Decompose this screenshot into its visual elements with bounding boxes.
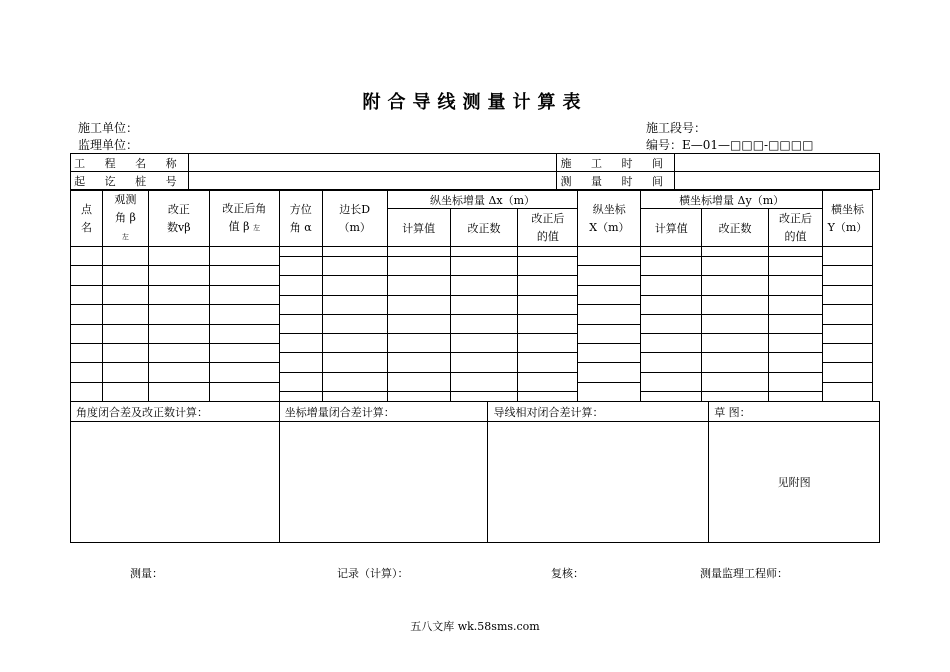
blank-cell[interactable] [769, 373, 822, 392]
blank-cell[interactable] [388, 315, 450, 334]
blank-cell[interactable] [823, 247, 872, 266]
blank-cell[interactable] [323, 296, 387, 315]
col-corrected-angle: 改正后角值 β 左 [209, 191, 279, 247]
project-name-label: 工 程 名 称 [71, 154, 189, 172]
dy-correction-cells[interactable] [702, 247, 769, 402]
blank-cell[interactable] [769, 334, 822, 353]
blank-cell[interactable] [769, 353, 822, 372]
col-y-coordinate: 横坐标Y（m） [822, 191, 872, 247]
record-signature-label: 记录（计算）： [337, 567, 409, 580]
closure-calculation-table [70, 401, 880, 543]
blank-cell[interactable] [103, 305, 148, 324]
info-row-2 [71, 172, 880, 190]
blank-cell[interactable] [641, 392, 701, 401]
blank-cell[interactable] [518, 373, 577, 392]
blank-cell[interactable] [71, 286, 102, 305]
blank-cell[interactable] [388, 296, 450, 315]
stake-range-value[interactable] [188, 172, 557, 190]
blank-cell[interactable] [823, 305, 872, 324]
coordinate-closure-label: 坐标增量闭合差计算： [279, 402, 488, 422]
blank-cell[interactable] [210, 383, 279, 401]
blank-cell[interactable] [149, 286, 209, 305]
sketch-label: 草 图： [709, 402, 880, 422]
dx-correction-cells[interactable] [450, 247, 518, 402]
sketch-note: 见附图 [777, 476, 811, 489]
side-length-cells[interactable] [322, 247, 387, 402]
blank-cell[interactable] [518, 296, 577, 315]
blank-cell[interactable] [323, 257, 387, 276]
blank-cell[interactable] [518, 392, 577, 401]
blank-cell[interactable] [280, 392, 322, 401]
supervisor-signature-label: 测量监理工程师： [700, 567, 788, 580]
construction-time-value[interactable] [675, 154, 880, 172]
col-point-name: 点名 [71, 191, 103, 247]
angle-closure-area[interactable] [71, 422, 280, 543]
point-name-cells[interactable] [71, 247, 103, 402]
serial-number-label: 编号：E—01—□□□-□□□□ [646, 138, 814, 152]
blank-cell[interactable] [451, 392, 518, 401]
col-dy-corrected: 改正后的值 [769, 209, 823, 247]
blank-cell[interactable] [578, 325, 640, 344]
blank-cell[interactable] [769, 392, 822, 401]
blank-cell[interactable] [103, 363, 148, 382]
blank-cell[interactable] [451, 334, 518, 353]
blank-cell[interactable] [518, 276, 577, 295]
blank-cell[interactable] [823, 363, 872, 382]
supervision-unit-label: 监理单位： [78, 138, 139, 152]
col-angle-correction: 改正数vβ [148, 191, 209, 247]
col-group-delta-x: 纵坐标增量 Δx（m） [387, 191, 578, 209]
col-dx-calculated: 计算值 [387, 209, 450, 247]
blank-cell[interactable] [388, 353, 450, 372]
blank-cell[interactable] [823, 344, 872, 363]
coordinate-closure-area[interactable] [279, 422, 488, 543]
blank-cell[interactable] [769, 315, 822, 334]
observed-angle-cells[interactable] [102, 247, 148, 402]
blank-cell[interactable] [280, 353, 322, 372]
blank-cell[interactable] [388, 334, 450, 353]
blank-cell[interactable] [641, 334, 701, 353]
blank-cell[interactable] [103, 344, 148, 363]
blank-cell[interactable] [823, 266, 872, 285]
blank-cell[interactable] [769, 296, 822, 315]
blank-cell[interactable] [103, 383, 148, 401]
blank-cell[interactable] [451, 247, 518, 257]
blank-cell[interactable] [518, 334, 577, 353]
blank-cell[interactable] [518, 315, 577, 334]
blank-cell[interactable] [518, 257, 577, 276]
blank-cell[interactable] [823, 383, 872, 401]
angle-closure-label: 角度闭合差及改正数计算： [71, 402, 280, 422]
blank-cell[interactable] [323, 247, 387, 257]
blank-cell[interactable] [323, 353, 387, 372]
page-title: 附合导线测量计算表 [362, 92, 588, 113]
col-dx-correction: 改正数 [450, 209, 518, 247]
blank-cell[interactable] [149, 305, 209, 324]
blank-cell[interactable] [149, 266, 209, 285]
review-signature-label: 复核： [551, 567, 584, 580]
blank-cell[interactable] [641, 276, 701, 295]
blank-cell[interactable] [280, 276, 322, 295]
blank-cell[interactable] [823, 325, 872, 344]
blank-cell[interactable] [280, 247, 322, 257]
blank-cell[interactable] [71, 363, 102, 382]
blank-cell[interactable] [578, 247, 640, 266]
col-observed-angle: 观测角 β 左 [102, 191, 148, 247]
blank-cell[interactable] [388, 392, 450, 401]
angle-correction-cells[interactable] [148, 247, 209, 402]
blank-cell[interactable] [451, 353, 518, 372]
blank-cell[interactable] [388, 276, 450, 295]
blank-cell[interactable] [702, 334, 768, 353]
blank-cell[interactable] [769, 276, 822, 295]
sketch-area[interactable] [709, 422, 880, 543]
dx-calculated-cells[interactable] [387, 247, 450, 402]
blank-cell[interactable] [210, 247, 279, 266]
blank-cell[interactable] [71, 325, 102, 344]
blank-cell[interactable] [823, 286, 872, 305]
stake-range-label: 起 讫 桩 号 [71, 172, 189, 190]
blank-cell[interactable] [769, 247, 822, 257]
footer-watermark: 五八文库 wk.58sms.com [410, 620, 540, 633]
blank-cell[interactable] [149, 363, 209, 382]
blank-cell[interactable] [71, 247, 102, 266]
project-name-value[interactable] [188, 154, 557, 172]
blank-cell[interactable] [323, 315, 387, 334]
construction-time-label: 施 工 时 间 [557, 154, 675, 172]
blank-cell[interactable] [641, 296, 701, 315]
dy-corrected-cells[interactable] [769, 247, 823, 402]
survey-time-label: 测 量 时 间 [557, 172, 675, 190]
blank-cell[interactable] [280, 373, 322, 392]
blank-cell[interactable] [280, 296, 322, 315]
blank-cell[interactable] [578, 363, 640, 382]
blank-cell[interactable] [518, 353, 577, 372]
blank-cell[interactable] [71, 266, 102, 285]
y-coordinate-cells[interactable] [822, 247, 872, 402]
blank-cell[interactable] [388, 373, 450, 392]
dy-calculated-cells[interactable] [641, 247, 702, 402]
blank-cell[interactable] [578, 266, 640, 285]
blank-cell[interactable] [323, 392, 387, 401]
blank-cell[interactable] [71, 344, 102, 363]
col-dy-correction: 改正数 [702, 209, 769, 247]
blank-cell[interactable] [702, 257, 768, 276]
blank-cell[interactable] [451, 296, 518, 315]
survey-time-value[interactable] [675, 172, 880, 190]
col-side-length: 边长D（m） [322, 191, 387, 247]
blank-cell[interactable] [769, 257, 822, 276]
info-table [70, 153, 880, 190]
col-azimuth: 方位角 α [279, 191, 322, 247]
blank-cell[interactable] [702, 296, 768, 315]
blank-cell[interactable] [149, 325, 209, 344]
blank-cell[interactable] [451, 315, 518, 334]
col-dy-calculated: 计算值 [641, 209, 702, 247]
blank-cell[interactable] [388, 247, 450, 257]
blank-cell[interactable] [103, 325, 148, 344]
blank-cell[interactable] [451, 276, 518, 295]
blank-cell[interactable] [641, 257, 701, 276]
x-coordinate-cells[interactable] [578, 247, 641, 402]
blank-cell[interactable] [210, 363, 279, 382]
blank-cell[interactable] [702, 392, 768, 401]
section-number-label: 施工段号： [646, 121, 707, 135]
survey-signature-label: 测量： [130, 567, 163, 580]
blank-cell[interactable] [702, 373, 768, 392]
blank-cell[interactable] [210, 325, 279, 344]
col-dx-corrected: 改正后的值 [518, 209, 578, 247]
blank-cell[interactable] [323, 276, 387, 295]
data-body-row [71, 247, 873, 402]
azimuth-cells[interactable] [279, 247, 322, 402]
blank-cell[interactable] [103, 247, 148, 266]
blank-cell[interactable] [641, 247, 701, 257]
blank-cell[interactable] [210, 305, 279, 324]
blank-cell[interactable] [451, 373, 518, 392]
blank-cell[interactable] [578, 305, 640, 324]
dx-corrected-cells[interactable] [518, 247, 578, 402]
blank-cell[interactable] [71, 383, 102, 401]
blank-cell[interactable] [702, 353, 768, 372]
blank-cell[interactable] [323, 334, 387, 353]
blank-cell[interactable] [641, 315, 701, 334]
blank-cell[interactable] [578, 344, 640, 363]
blank-cell[interactable] [518, 247, 577, 257]
blank-cell[interactable] [280, 257, 322, 276]
relative-closure-label: 导线相对闭合差计算： [488, 402, 709, 422]
blank-cell[interactable] [702, 247, 768, 257]
blank-cell[interactable] [641, 373, 701, 392]
construction-unit-label: 施工单位： [78, 121, 139, 135]
blank-cell[interactable] [149, 383, 209, 401]
col-x-coordinate: 纵坐标X（m） [578, 191, 641, 247]
blank-cell[interactable] [451, 257, 518, 276]
blank-cell[interactable] [702, 276, 768, 295]
blank-cell[interactable] [280, 315, 322, 334]
relative-closure-area[interactable] [488, 422, 709, 543]
blank-cell[interactable] [641, 353, 701, 372]
blank-cell[interactable] [103, 286, 148, 305]
blank-cell[interactable] [71, 305, 102, 324]
blank-cell[interactable] [323, 373, 387, 392]
blank-cell[interactable] [149, 247, 209, 266]
blank-cell[interactable] [702, 315, 768, 334]
blank-cell[interactable] [210, 266, 279, 285]
blank-cell[interactable] [578, 383, 640, 401]
info-row-1 [71, 154, 880, 172]
corrected-angle-cells[interactable] [209, 247, 279, 402]
calculation-table [70, 190, 873, 402]
blank-cell[interactable] [578, 286, 640, 305]
blank-cell[interactable] [103, 266, 148, 285]
blank-cell[interactable] [210, 286, 279, 305]
blank-cell[interactable] [388, 257, 450, 276]
blank-cell[interactable] [210, 344, 279, 363]
blank-cell[interactable] [149, 344, 209, 363]
col-group-delta-y: 横坐标增量 Δy（m） [641, 191, 823, 209]
blank-cell[interactable] [280, 334, 322, 353]
